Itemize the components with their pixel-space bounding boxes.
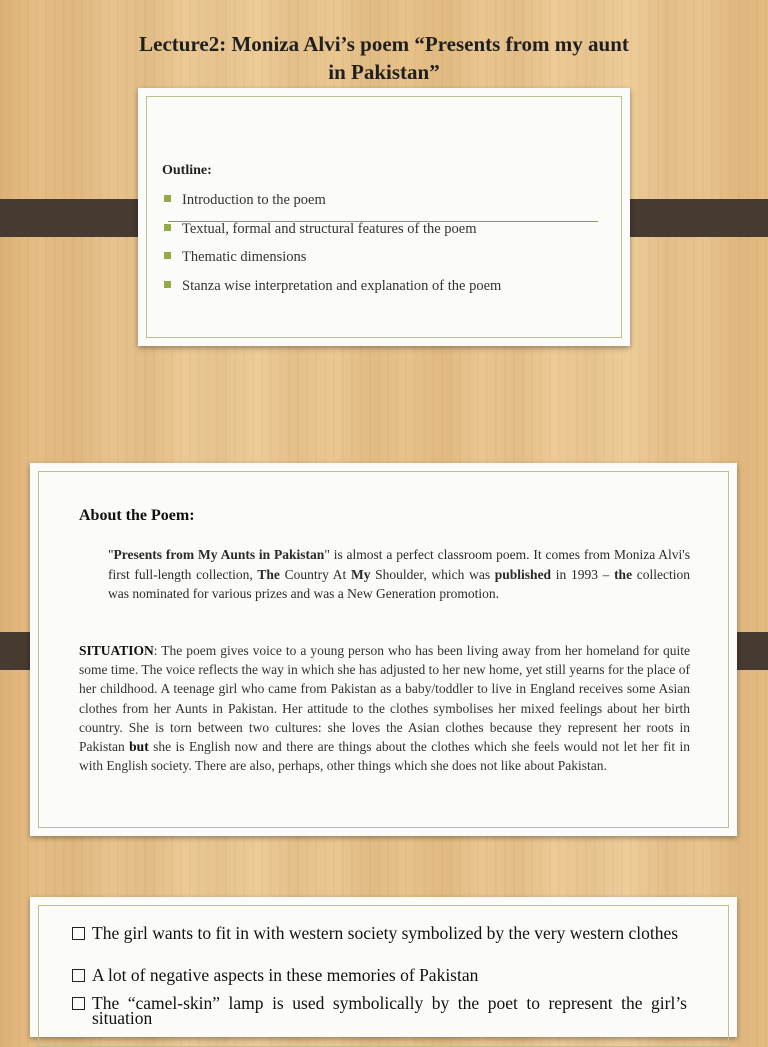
page-title [0,30,768,86]
about-heading: About the Poem: [79,507,195,524]
situation-paragraph: SITUATION: The poem gives voice to a young person who has been living away from her homeland for quite some time. The voice reflects the way in which she has adjusted to her new home, yet still yearns for the place of her childhood. A teenage girl who came from Pakistan as a baby/toddler to live in England receives some Asian clothes from her Aunts in Pakistan. Her attitude to the clothes symbolises her mixed feelings about her birth country. She is torn between two cultures: she loves the Asian clothes because they represent her roots in Pakistan but she is English now and there are things about the clothes which she feels would not let her fit in with English society. There are also, perhaps, other things which she does not like about Pakistan. [79,643,690,774]
square-bullet-icon [164,281,171,288]
square-bullet-icon [164,224,171,231]
points-list [72,923,687,1028]
slide-tab-right [613,199,768,237]
title-line-2: in Pakistan” [328,60,440,84]
point-item: The “camel-skin” lamp is used symbolically by the poet to represent the girl’s situation [72,996,687,1026]
outline-heading: Outline: [162,163,212,178]
outline-list [162,190,602,304]
about-intro-paragraph: "Presents from My Aunts in Pakistan" is almost a perfect classroom poem. It comes from Moniza Alvi's first full-length collection, The Country At My Shoulder, which was published in 1993 – the collection was nominated for various prizes and was a New Generation promotion. [108,547,690,601]
checkbox-bullet-icon [72,927,85,940]
point-item: A lot of negative aspects in these memories of Pakistan [72,968,687,996]
point-item: The girl wants to fit in with western society symbolized by the very western clothes [72,926,687,968]
square-bullet-icon [164,252,171,259]
slide-tab-left [0,199,155,237]
checkbox-bullet-icon [72,969,85,982]
situation-label: SITUATION [79,643,154,658]
outline-item: Thematic dimensions [162,247,602,276]
outline-item: Textual, formal and structural features of the poem [162,219,602,248]
outline-item: Stanza wise interpretation and explanation of the poem [162,276,602,305]
square-bullet-icon [164,195,171,202]
title-line-1: Lecture2: Moniza Alvi’s poem “Presents from my aunt [139,32,629,56]
outline-item: Introduction to the poem [162,190,602,219]
poem-title: Presents from My Aunts in Pakistan [113,547,325,562]
checkbox-bullet-icon [72,997,85,1010]
